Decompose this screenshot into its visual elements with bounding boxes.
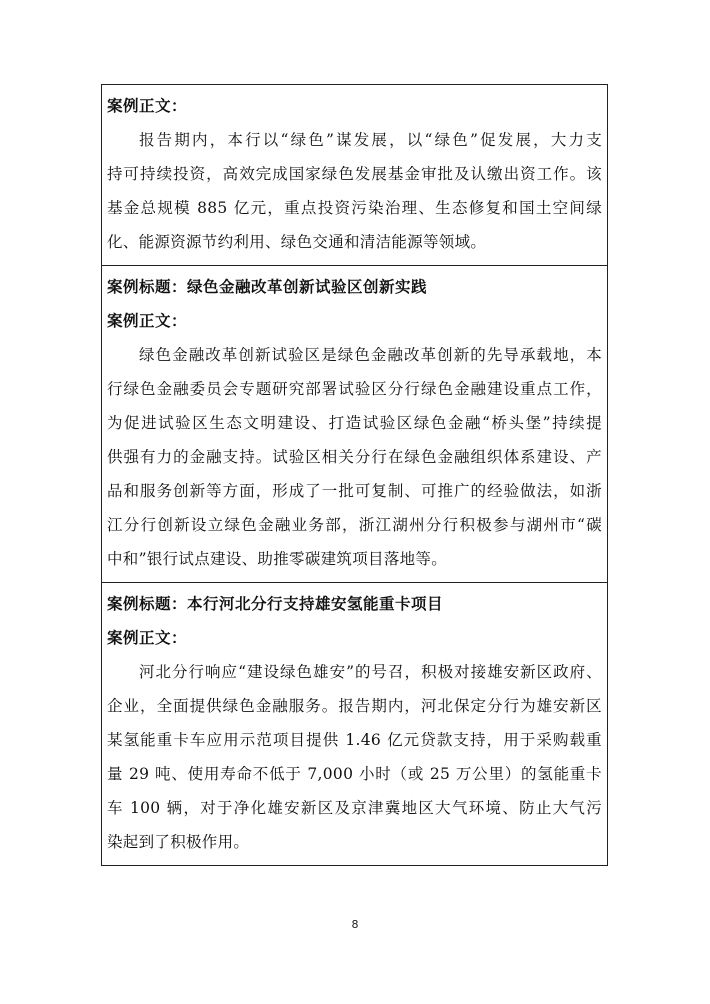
case-row xyxy=(102,583,608,866)
case-row xyxy=(102,266,608,583)
case-body-line: 某氢能重卡车应用示范项目提供 1.46 亿元贷款支持，用于采购载重 xyxy=(107,731,602,749)
case-body-line: 报告期内，本行以“绿色”谋发展，以“绿色”促发展，大力支 xyxy=(139,131,602,149)
case-title-line xyxy=(107,270,602,304)
case-body-line: 化、能源资源节约利用、绿色交通和清洁能源等领域。 xyxy=(107,233,487,251)
case-body-line: 品和服务创新等方面，形成了一批可复制、可推广的经验做法，如浙 xyxy=(107,482,602,500)
case-row xyxy=(102,85,608,266)
case-body-line: 中和”银行试点建设、助推零碳建筑项目落地等。 xyxy=(107,550,448,568)
page-number: 8 xyxy=(351,918,359,931)
case-title: 绿色金融改革创新试验区创新实践 xyxy=(187,278,428,296)
case-title-label: 案例标题： xyxy=(107,278,188,296)
case-title-line xyxy=(107,587,602,621)
case-cell xyxy=(102,85,608,266)
case-body-label: 案例正文： xyxy=(107,629,188,647)
case-body-line: 供强有力的金融支持。试验区相关分行在绿色金融组织体系建设、产 xyxy=(107,448,602,466)
case-body-line: 绿色金融改革创新试验区是绿色金融改革创新的先导承载地，本 xyxy=(139,346,602,364)
case-body-line: 行绿色金融委员会专题研究部署试验区分行绿色金融建设重点工作， xyxy=(107,380,602,398)
case-title-label: 案例标题： xyxy=(107,595,188,613)
case-cell xyxy=(102,583,608,866)
case-body-label: 案例正文： xyxy=(107,312,188,330)
case-body-line: 量 29 吨、使用寿命不低于 7,000 小时（或 25 万公里）的氢能重卡 xyxy=(107,765,602,783)
case-cell xyxy=(102,266,608,583)
case-body-line: 车 100 辆，对于净化雄安新区及京津冀地区大气环境、防止大气污 xyxy=(107,799,602,817)
case-body-line: 江分行创新设立绿色金融业务部，浙江湖州分行积极参与湖州市“碳 xyxy=(107,516,602,534)
case-body-line: 持可持续投资，高效完成国家绿色发展基金审批及认缴出资工作。该 xyxy=(107,165,602,183)
case-table xyxy=(101,84,608,866)
case-body-line: 河北分行响应“建设绿色雄安”的号召，积极对接雄安新区政府、 xyxy=(139,663,602,681)
case-title: 本行河北分行支持雄安氢能重卡项目 xyxy=(187,595,444,613)
case-body-line: 基金总规模 885 亿元，重点投资污染治理、生态修复和国土空间绿 xyxy=(107,199,602,217)
case-body-label: 案例正文： xyxy=(107,97,188,115)
case-body-line: 为促进试验区生态文明建设、打造试验区绿色金融“桥头堡”持续提 xyxy=(107,414,602,432)
case-body-line: 企业，全面提供绿色金融服务。报告期内，河北保定分行为雄安新区 xyxy=(107,697,602,715)
case-body-line: 染起到了积极作用。 xyxy=(107,833,250,851)
